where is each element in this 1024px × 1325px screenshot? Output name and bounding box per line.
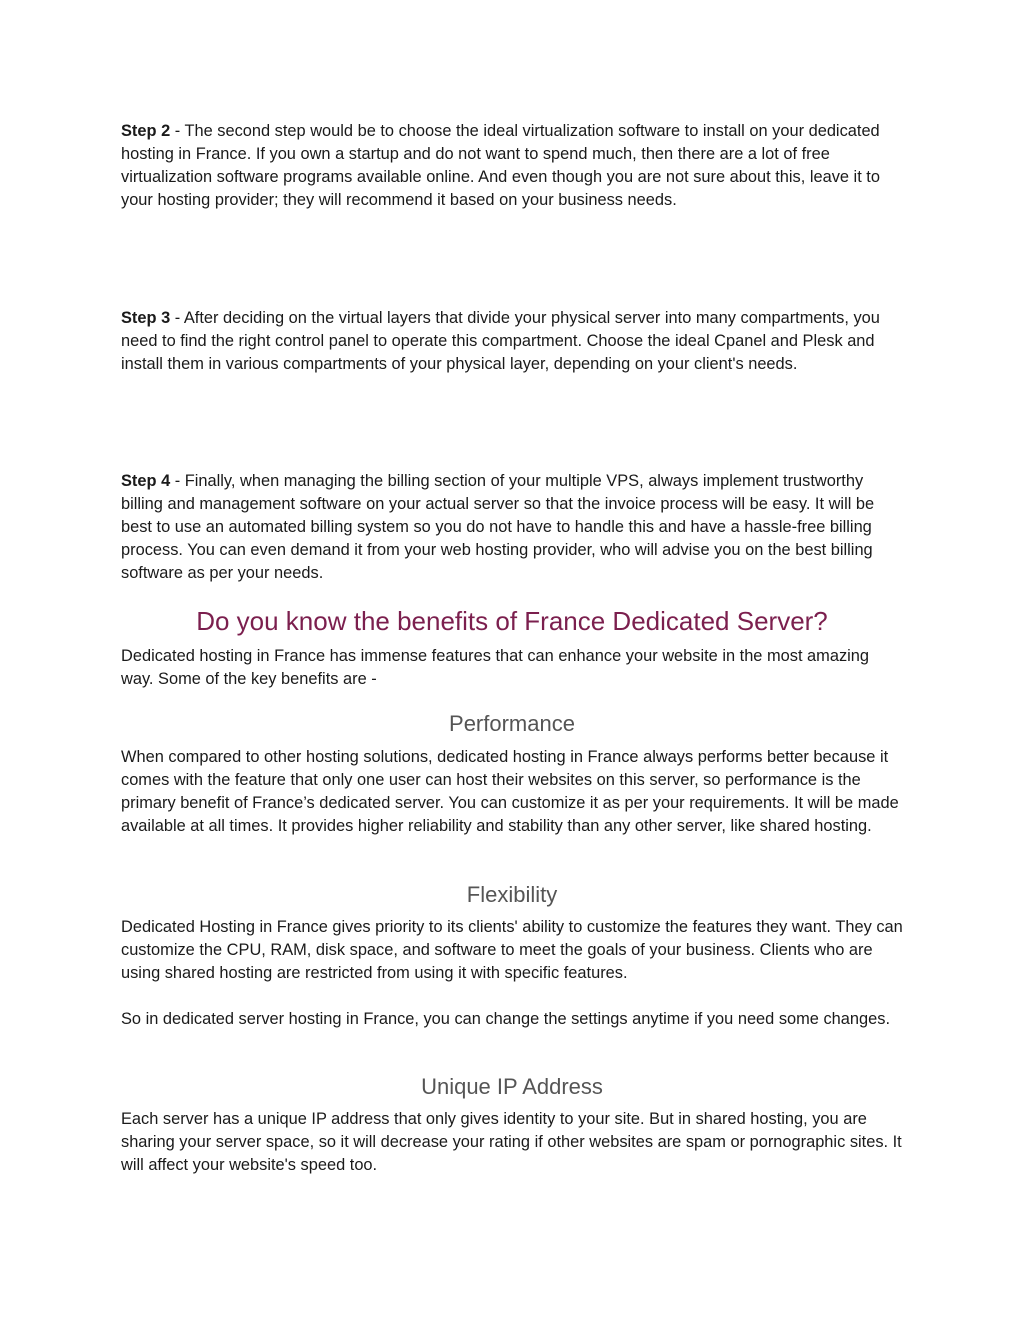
benefits-intro: Dedicated hosting in France has immense features that can enhance your website in the most amazing way. Some of the key benefits are - (121, 647, 870, 688)
flexibility-paragraph: Dedicated Hosting in France gives priority to its clients' ability to customize the features they want. They can customize the CPU, RAM, disk space, and software to meet the goals of your business. Clients who are using shared hosting are restricted from using it with specific features. (121, 918, 903, 982)
performance-heading: Performance (449, 711, 575, 736)
unique-ip-heading: Unique IP Address (421, 1074, 603, 1099)
step-4-text: - Finally, when managing the billing section of your multiple VPS, always implement trustworthy billing and management software on your actual server so that the invoice process will be easy. It will be best to use an automated billing system so you do not have to handle this and have a hassle-free billing process. You can even demand it from your web hosting provider, who will advise you on the best billing software as per your needs. (121, 472, 875, 582)
flexibility-heading: Flexibility (466, 882, 558, 907)
step-3-paragraph (121, 307, 906, 376)
step-2-paragraph (121, 120, 906, 212)
step-4-label: Step 4 (121, 472, 171, 490)
step-3-label: Step 3 (121, 309, 171, 327)
unique-ip-paragraph: Each server has a unique IP address that only gives identity to your site. But in shared hosting, you are sharing your server space, so it will decrease your rating if other websites are spam or pornographic sites. It will affect your website's speed too. (121, 1110, 902, 1174)
performance-paragraph: When compared to other hosting solutions, dedicated hosting in France always performs better because it comes with the feature that only one user can host their websites on this server, so performance is the primary benefit of France’s dedicated server. You can customize it as per your requirements. It will be made available at all times. It provides higher reliability and stability than any other server, like shared hosting. (121, 748, 899, 835)
step-2-text: - The second step would be to choose the ideal virtualization software to install on your dedicated hosting in France. If you own a startup and do not want to spend much, then there are a lot of free virtualization software programs available online. And even though you are not sure about this, leave it to your hosting provider; they will recommend it based on your business needs. (121, 122, 880, 209)
step-2-label: Step 2 (121, 122, 171, 140)
step-4-paragraph (121, 470, 906, 585)
flexibility-paragraph-2: So in dedicated server hosting in France, you can change the settings anytime if you need some changes. (121, 1010, 890, 1028)
benefits-heading: Do you know the benefits of France Dedicated Server? (196, 606, 828, 636)
step-3-text: - After deciding on the virtual layers that divide your physical server into many compartments, you need to find the right control panel to operate this compartment. Choose the ideal Cpanel and Plesk and install them in various compartments of your physical layer, depending on your client's needs. (121, 309, 880, 373)
